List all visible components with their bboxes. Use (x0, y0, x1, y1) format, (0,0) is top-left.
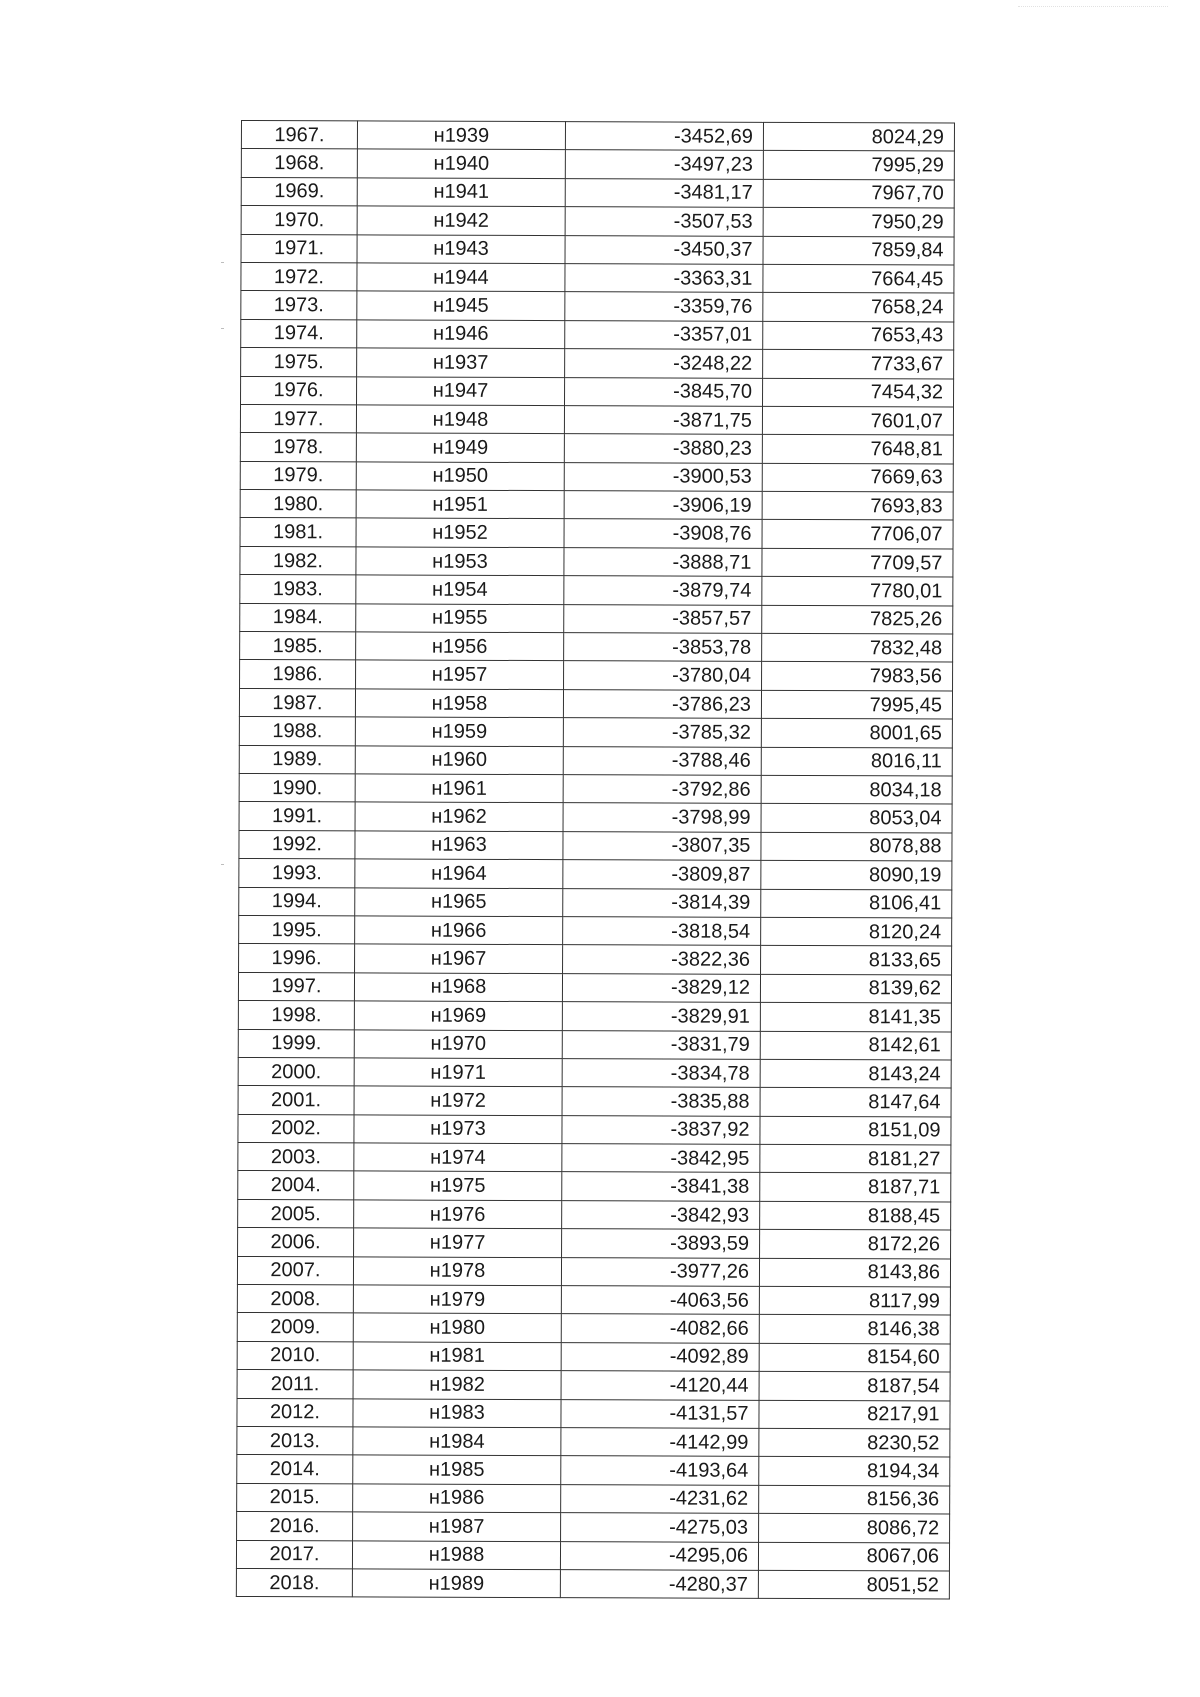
x-coordinate-cell: -3831,79 (562, 1030, 760, 1059)
point-id-cell: н1985 (353, 1455, 561, 1484)
coordinates-table (236, 120, 955, 1600)
x-coordinate-cell: -3879,74 (564, 576, 762, 605)
x-coordinate-cell: -3977,26 (561, 1257, 759, 1286)
x-coordinate-cell: -3900,53 (564, 462, 762, 491)
x-coordinate-cell: -3880,23 (564, 434, 762, 463)
point-id-cell: н1983 (353, 1398, 561, 1427)
point-id-cell: н1949 (356, 433, 564, 462)
y-coordinate-cell: 8016,11 (761, 747, 952, 776)
table-row (238, 972, 951, 1003)
table-row (238, 1199, 951, 1230)
x-coordinate-cell: -3481,17 (565, 178, 763, 207)
y-coordinate-cell: 7648,81 (762, 435, 953, 464)
table-row (237, 1398, 950, 1429)
x-coordinate-cell: -3786,23 (563, 689, 761, 718)
y-coordinate-cell: 8230,52 (759, 1428, 950, 1457)
row-number-cell: 2018. (236, 1568, 352, 1597)
row-number-cell: 2015. (237, 1483, 353, 1512)
x-coordinate-cell: -3780,04 (564, 661, 762, 690)
row-number-cell: 2007. (237, 1256, 353, 1285)
x-coordinate-cell: -3908,76 (564, 519, 762, 548)
table-row (238, 1171, 951, 1202)
table-row (238, 1086, 951, 1117)
row-number-cell: 1988. (239, 717, 355, 746)
point-id-cell: н1972 (354, 1086, 562, 1115)
x-coordinate-cell: -4275,03 (561, 1513, 759, 1542)
y-coordinate-cell: 7967,70 (763, 179, 954, 208)
x-coordinate-cell: -3359,76 (565, 292, 763, 321)
point-id-cell: н1978 (353, 1257, 561, 1286)
row-number-cell: 2009. (237, 1313, 353, 1342)
point-id-cell: н1986 (353, 1484, 561, 1513)
table-row (237, 1512, 950, 1543)
table-row (241, 234, 954, 265)
y-coordinate-cell: 8078,88 (761, 832, 952, 861)
table-row (240, 575, 953, 606)
x-coordinate-cell: -4092,89 (561, 1342, 759, 1371)
row-number-cell: 2016. (237, 1512, 353, 1541)
point-id-cell: н1988 (352, 1540, 560, 1569)
point-id-cell: н1974 (354, 1143, 562, 1172)
x-coordinate-cell: -4193,64 (561, 1456, 759, 1485)
row-number-cell: 1982. (240, 546, 356, 575)
y-coordinate-cell: 7709,57 (762, 548, 953, 577)
x-coordinate-cell: -4142,99 (561, 1428, 759, 1457)
table-row (241, 319, 954, 350)
y-coordinate-cell: 8151,09 (760, 1116, 951, 1145)
x-coordinate-cell: -3857,57 (564, 604, 762, 633)
row-number-cell: 1985. (240, 632, 356, 661)
row-number-cell: 1967. (241, 121, 357, 150)
y-coordinate-cell: 8194,34 (759, 1457, 950, 1486)
table-row (239, 745, 952, 776)
x-coordinate-cell: -4131,57 (561, 1399, 759, 1428)
coordinates-table-body (236, 121, 954, 1600)
point-id-cell: н1950 (356, 462, 564, 491)
table-row (239, 688, 952, 719)
y-coordinate-cell: 8217,91 (759, 1400, 950, 1429)
table-row (239, 944, 952, 975)
row-number-cell: 2000. (238, 1057, 354, 1086)
point-id-cell: н1951 (356, 490, 564, 519)
x-coordinate-cell: -3248,22 (565, 349, 763, 378)
point-id-cell: н1945 (357, 291, 565, 320)
table-row (239, 802, 952, 833)
row-number-cell: 1978. (240, 433, 356, 462)
y-coordinate-cell: 8187,71 (760, 1173, 951, 1202)
point-id-cell: н1971 (354, 1058, 562, 1087)
point-id-cell: н1954 (356, 575, 564, 604)
row-number-cell: 1983. (240, 575, 356, 604)
point-id-cell: н1979 (353, 1285, 561, 1314)
x-coordinate-cell: -3357,01 (565, 320, 763, 349)
x-coordinate-cell: -3798,99 (563, 803, 761, 832)
x-coordinate-cell: -3837,92 (562, 1115, 760, 1144)
scan-header-artifact (1018, 6, 1168, 11)
table-row (241, 206, 954, 237)
table-row (237, 1313, 950, 1344)
x-coordinate-cell: -3829,12 (562, 973, 760, 1002)
table-row (239, 717, 952, 748)
row-number-cell: 2003. (238, 1143, 354, 1172)
y-coordinate-cell: 7454,32 (763, 378, 954, 407)
row-number-cell: 1992. (239, 830, 355, 859)
row-number-cell: 1984. (240, 603, 356, 632)
table-row (241, 121, 954, 152)
point-id-cell: н1942 (357, 206, 565, 235)
y-coordinate-cell: 8001,65 (761, 719, 952, 748)
x-coordinate-cell: -3893,59 (562, 1229, 760, 1258)
table-row (236, 1568, 949, 1599)
y-coordinate-cell: 8117,99 (759, 1286, 950, 1315)
y-coordinate-cell: 8106,41 (761, 889, 952, 918)
y-coordinate-cell: 8139,62 (760, 974, 951, 1003)
row-number-cell: 1991. (239, 802, 355, 831)
table-row (237, 1285, 950, 1316)
table-row (237, 1370, 950, 1401)
x-coordinate-cell: -3888,71 (564, 547, 762, 576)
y-coordinate-cell: 8188,45 (760, 1201, 951, 1230)
table-row (237, 1256, 950, 1287)
row-number-cell: 1993. (239, 859, 355, 888)
table-row (237, 1455, 950, 1486)
x-coordinate-cell: -3807,35 (563, 831, 761, 860)
point-id-cell: н1969 (354, 1001, 562, 1030)
table-row (238, 1228, 951, 1259)
row-number-cell: 2010. (237, 1341, 353, 1370)
point-id-cell: н1946 (357, 320, 565, 349)
table-row (238, 1029, 951, 1060)
table-row (240, 461, 953, 492)
y-coordinate-cell: 8053,04 (761, 804, 952, 833)
point-id-cell: н1943 (357, 234, 565, 263)
table-row (239, 773, 952, 804)
table-row (240, 490, 953, 521)
table-row (237, 1426, 950, 1457)
y-coordinate-cell: 7995,29 (763, 151, 954, 180)
x-coordinate-cell: -3871,75 (564, 406, 762, 435)
x-coordinate-cell: -4120,44 (561, 1371, 759, 1400)
point-id-cell: н1977 (354, 1228, 562, 1257)
point-id-cell: н1989 (352, 1569, 560, 1598)
y-coordinate-cell: 8187,54 (759, 1372, 950, 1401)
point-id-cell: н1939 (357, 121, 565, 150)
point-id-cell: н1976 (354, 1200, 562, 1229)
row-number-cell: 1998. (238, 1001, 354, 1030)
y-coordinate-cell: 8172,26 (760, 1230, 951, 1259)
y-coordinate-cell: 8156,36 (759, 1485, 950, 1514)
table-row (239, 887, 952, 918)
y-coordinate-cell: 8051,52 (758, 1570, 949, 1599)
y-coordinate-cell: 7733,67 (763, 349, 954, 378)
row-number-cell: 1968. (241, 149, 357, 178)
table-row (239, 830, 952, 861)
margin-mark (221, 864, 224, 865)
y-coordinate-cell: 7825,26 (762, 605, 953, 634)
y-coordinate-cell: 8146,38 (759, 1315, 950, 1344)
table-row (241, 348, 954, 379)
x-coordinate-cell: -3829,91 (562, 1002, 760, 1031)
y-coordinate-cell: 8141,35 (760, 1002, 951, 1031)
point-id-cell: н1970 (354, 1029, 562, 1058)
point-id-cell: н1956 (356, 632, 564, 661)
point-id-cell: н1973 (354, 1115, 562, 1144)
x-coordinate-cell: -3814,39 (563, 888, 761, 917)
point-id-cell: н1965 (355, 887, 563, 916)
point-id-cell: н1953 (356, 547, 564, 576)
row-number-cell: 2011. (237, 1370, 353, 1399)
row-number-cell: 1977. (240, 404, 356, 433)
row-number-cell: 1980. (240, 490, 356, 519)
x-coordinate-cell: -3363,31 (565, 264, 763, 293)
table-row (238, 1143, 951, 1174)
point-id-cell: н1980 (353, 1313, 561, 1342)
y-coordinate-cell: 7664,45 (763, 264, 954, 293)
row-number-cell: 2017. (236, 1540, 352, 1569)
point-id-cell: н1963 (355, 831, 563, 860)
row-number-cell: 1981. (240, 518, 356, 547)
table-row (240, 546, 953, 577)
x-coordinate-cell: -3792,86 (563, 775, 761, 804)
table-row (239, 915, 952, 946)
y-coordinate-cell: 7859,84 (763, 236, 954, 265)
table-row (237, 1483, 950, 1514)
point-id-cell: н1955 (356, 604, 564, 633)
row-number-cell: 1989. (239, 745, 355, 774)
row-number-cell: 1974. (241, 319, 357, 348)
y-coordinate-cell: 7653,43 (763, 321, 954, 350)
row-number-cell: 1986. (240, 660, 356, 689)
point-id-cell: н1964 (355, 859, 563, 888)
x-coordinate-cell: -3809,87 (563, 860, 761, 889)
row-number-cell: 1999. (238, 1029, 354, 1058)
y-coordinate-cell: 7995,45 (761, 690, 952, 719)
row-number-cell: 2005. (238, 1199, 354, 1228)
table-row (236, 1540, 949, 1571)
point-id-cell: н1959 (355, 717, 563, 746)
x-coordinate-cell: -3788,46 (563, 746, 761, 775)
x-coordinate-cell: -4063,56 (561, 1286, 759, 1315)
point-id-cell: н1944 (357, 263, 565, 292)
row-number-cell: 1994. (239, 887, 355, 916)
row-number-cell: 1972. (241, 262, 357, 291)
point-id-cell: н1966 (355, 916, 563, 945)
table-row (241, 376, 954, 407)
y-coordinate-cell: 8133,65 (761, 946, 952, 975)
table-row (240, 404, 953, 435)
point-id-cell: н1948 (356, 405, 564, 434)
y-coordinate-cell: 7601,07 (762, 406, 953, 435)
x-coordinate-cell: -3822,36 (563, 945, 761, 974)
point-id-cell: н1968 (354, 973, 562, 1002)
row-number-cell: 1997. (238, 972, 354, 1001)
point-id-cell: н1958 (355, 689, 563, 718)
row-number-cell: 1973. (241, 291, 357, 320)
y-coordinate-cell: 8086,72 (759, 1513, 950, 1542)
y-coordinate-cell: 7832,48 (762, 633, 953, 662)
y-coordinate-cell: 7780,01 (762, 577, 953, 606)
x-coordinate-cell: -3842,95 (562, 1144, 760, 1173)
table-row (241, 291, 954, 322)
row-number-cell: 1971. (241, 234, 357, 263)
point-id-cell: н1962 (355, 802, 563, 831)
x-coordinate-cell: -3842,93 (562, 1200, 760, 1229)
table-row (238, 1057, 951, 1088)
y-coordinate-cell: 7658,24 (763, 293, 954, 322)
point-id-cell: н1941 (357, 178, 565, 207)
row-number-cell: 2006. (238, 1228, 354, 1257)
y-coordinate-cell: 8034,18 (761, 775, 952, 804)
row-number-cell: 1995. (239, 915, 355, 944)
row-number-cell: 2002. (238, 1114, 354, 1143)
y-coordinate-cell: 8090,19 (761, 860, 952, 889)
x-coordinate-cell: -3507,53 (565, 207, 763, 236)
row-number-cell: 2008. (237, 1285, 353, 1314)
table-row (240, 433, 953, 464)
x-coordinate-cell: -3452,69 (565, 122, 763, 151)
y-coordinate-cell: 8143,86 (759, 1258, 950, 1287)
point-id-cell: н1967 (355, 944, 563, 973)
y-coordinate-cell: 7983,56 (762, 662, 953, 691)
table-row (241, 262, 954, 293)
table-row (240, 603, 953, 634)
y-coordinate-cell: 7950,29 (763, 207, 954, 236)
y-coordinate-cell: 8143,24 (760, 1059, 951, 1088)
point-id-cell: н1987 (353, 1512, 561, 1541)
x-coordinate-cell: -3450,37 (565, 235, 763, 264)
y-coordinate-cell: 8181,27 (760, 1144, 951, 1173)
y-coordinate-cell: 8142,61 (760, 1031, 951, 1060)
coordinates-table-wrapper (236, 120, 944, 1600)
y-coordinate-cell: 8067,06 (758, 1542, 949, 1571)
x-coordinate-cell: -3906,19 (564, 491, 762, 520)
x-coordinate-cell: -4231,62 (561, 1484, 759, 1513)
x-coordinate-cell: -4280,37 (560, 1570, 758, 1599)
table-row (241, 149, 954, 180)
point-id-cell: н1940 (357, 149, 565, 178)
margin-mark (221, 262, 224, 263)
y-coordinate-cell: 7706,07 (762, 520, 953, 549)
point-id-cell: н1937 (357, 348, 565, 377)
point-id-cell: н1975 (354, 1171, 562, 1200)
row-number-cell: 2004. (238, 1171, 354, 1200)
x-coordinate-cell: -3841,38 (562, 1172, 760, 1201)
row-number-cell: 1969. (241, 177, 357, 206)
table-row (240, 660, 953, 691)
x-coordinate-cell: -3834,78 (562, 1059, 760, 1088)
table-row (240, 518, 953, 549)
x-coordinate-cell: -3785,32 (563, 718, 761, 747)
y-coordinate-cell: 8120,24 (761, 917, 952, 946)
table-row (241, 177, 954, 208)
point-id-cell: н1952 (356, 518, 564, 547)
point-id-cell: н1981 (353, 1342, 561, 1371)
point-id-cell: н1957 (356, 660, 564, 689)
y-coordinate-cell: 7669,63 (762, 463, 953, 492)
x-coordinate-cell: -4082,66 (561, 1314, 759, 1343)
y-coordinate-cell: 8024,29 (763, 122, 954, 151)
x-coordinate-cell: -3835,88 (562, 1087, 760, 1116)
y-coordinate-cell: 8154,60 (759, 1343, 950, 1372)
margin-mark (221, 328, 224, 329)
point-id-cell: н1960 (355, 745, 563, 774)
row-number-cell: 1976. (241, 376, 357, 405)
x-coordinate-cell: -3845,70 (565, 377, 763, 406)
x-coordinate-cell: -4295,06 (560, 1541, 758, 1570)
x-coordinate-cell: -3853,78 (564, 633, 762, 662)
row-number-cell: 1970. (241, 206, 357, 235)
x-coordinate-cell: -3497,23 (565, 150, 763, 179)
row-number-cell: 2013. (237, 1426, 353, 1455)
y-coordinate-cell: 8147,64 (760, 1088, 951, 1117)
table-row (237, 1341, 950, 1372)
row-number-cell: 1975. (241, 348, 357, 377)
row-number-cell: 2001. (238, 1086, 354, 1115)
row-number-cell: 2014. (237, 1455, 353, 1484)
point-id-cell: н1982 (353, 1370, 561, 1399)
table-row (240, 632, 953, 663)
x-coordinate-cell: -3818,54 (563, 917, 761, 946)
row-number-cell: 2012. (237, 1398, 353, 1427)
row-number-cell: 1979. (240, 461, 356, 490)
row-number-cell: 1996. (239, 944, 355, 973)
row-number-cell: 1987. (239, 688, 355, 717)
row-number-cell: 1990. (239, 773, 355, 802)
point-id-cell: н1961 (355, 774, 563, 803)
point-id-cell: н1947 (357, 376, 565, 405)
y-coordinate-cell: 7693,83 (762, 491, 953, 520)
table-row (238, 1114, 951, 1145)
table-row (239, 859, 952, 890)
point-id-cell: н1984 (353, 1427, 561, 1456)
table-row (238, 1001, 951, 1032)
